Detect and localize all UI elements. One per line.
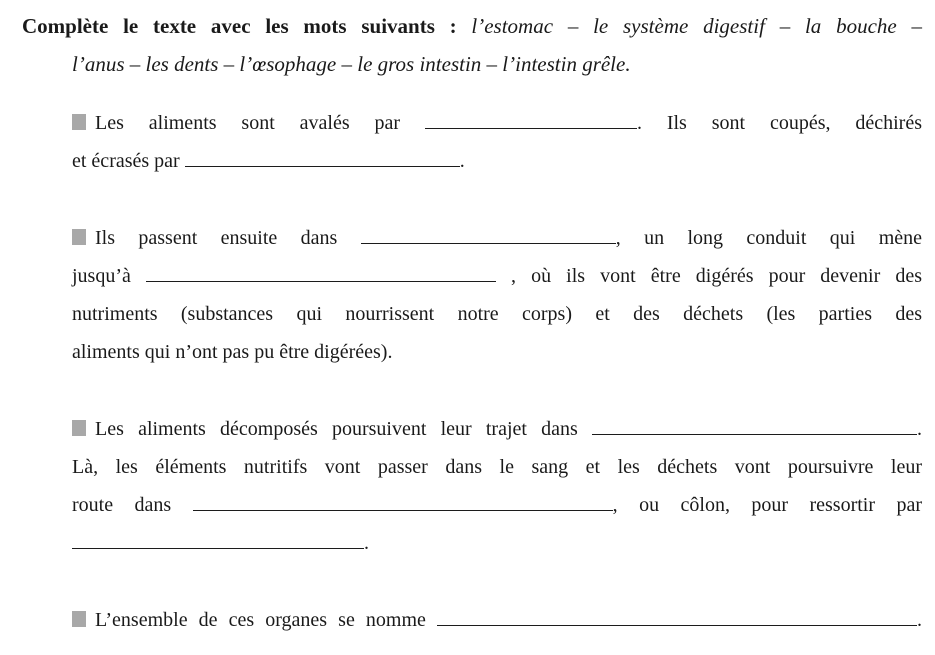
paragraph-text: . (917, 418, 922, 440)
fill-in-blank[interactable] (185, 151, 460, 167)
fill-in-blank[interactable] (146, 266, 496, 282)
fill-in-blank[interactable] (193, 495, 613, 511)
paragraph-text: aliments qui n’ont pas pu être digérées). (72, 341, 393, 363)
fill-in-blank[interactable] (72, 533, 364, 549)
fill-in-blank[interactable] (437, 610, 917, 626)
exercise-body (22, 104, 922, 639)
paragraph-text: Ils passent ensuite dans (95, 227, 361, 249)
paragraph-line (72, 295, 922, 333)
fill-in-blank[interactable] (361, 228, 616, 244)
exercise-paragraph (72, 601, 922, 639)
exercise-instruction (22, 7, 922, 83)
paragraph-line (72, 104, 922, 142)
paragraph-text: . (917, 609, 922, 631)
paragraph-line (72, 410, 922, 448)
paragraph-text: Les aliments décomposés poursuivent leur trajet dans (95, 418, 592, 440)
paragraph-line (72, 486, 922, 524)
paragraph-text: route dans (72, 494, 193, 516)
fill-in-blank[interactable] (592, 419, 917, 435)
paragraph-text: et écrasés par (72, 150, 185, 172)
paragraph-line (72, 45, 922, 83)
exercise-paragraph (72, 104, 922, 180)
paragraph-line (72, 524, 922, 562)
bullet-square-icon (72, 229, 86, 245)
paragraph-line (72, 333, 922, 371)
paragraph-text: nutriments (substances qui nourrissent notre corps) et des déchets (les parties des (72, 303, 922, 325)
exercise-paragraph (72, 219, 922, 371)
paragraph-text: Les aliments sont avalés par (95, 112, 425, 134)
paragraph-text: jusqu’à (72, 265, 146, 287)
paragraph-text: L’ensemble de ces organes se nomme (95, 609, 437, 631)
paragraph-text: , où ils vont être digérés pour devenir des (495, 265, 922, 287)
paragraph-line (72, 219, 922, 257)
paragraph-line (22, 7, 922, 45)
paragraph-line (72, 448, 922, 486)
word-bank-text: l’anus – les dents – l’œsophage – le gros intestin – l’intestin grêle. (72, 52, 631, 76)
bullet-square-icon (72, 420, 86, 436)
fill-in-blank[interactable] (425, 113, 637, 129)
paragraph-text: . (364, 532, 369, 554)
paragraph-text: . (459, 150, 465, 172)
paragraph-text: . Ils sont coupés, déchirés (636, 112, 922, 134)
paragraph-line (72, 142, 922, 180)
bullet-square-icon (72, 114, 86, 130)
paragraph-text: Là, les éléments nutritifs vont passer dans le sang et les déchets vont poursuivre leur (72, 456, 922, 478)
paragraph-line (72, 601, 922, 639)
bullet-square-icon (72, 611, 86, 627)
instruction-label: Complète le texte avec les mots suivants : (22, 14, 472, 38)
paragraph-text: , un long conduit qui mène (615, 227, 923, 249)
paragraph-text: , ou côlon, pour ressortir par (612, 494, 922, 516)
word-bank-text: l’estomac – le système digestif – la bouche – (471, 14, 922, 38)
paragraph-line (72, 257, 922, 295)
exercise-paragraph (72, 410, 922, 562)
